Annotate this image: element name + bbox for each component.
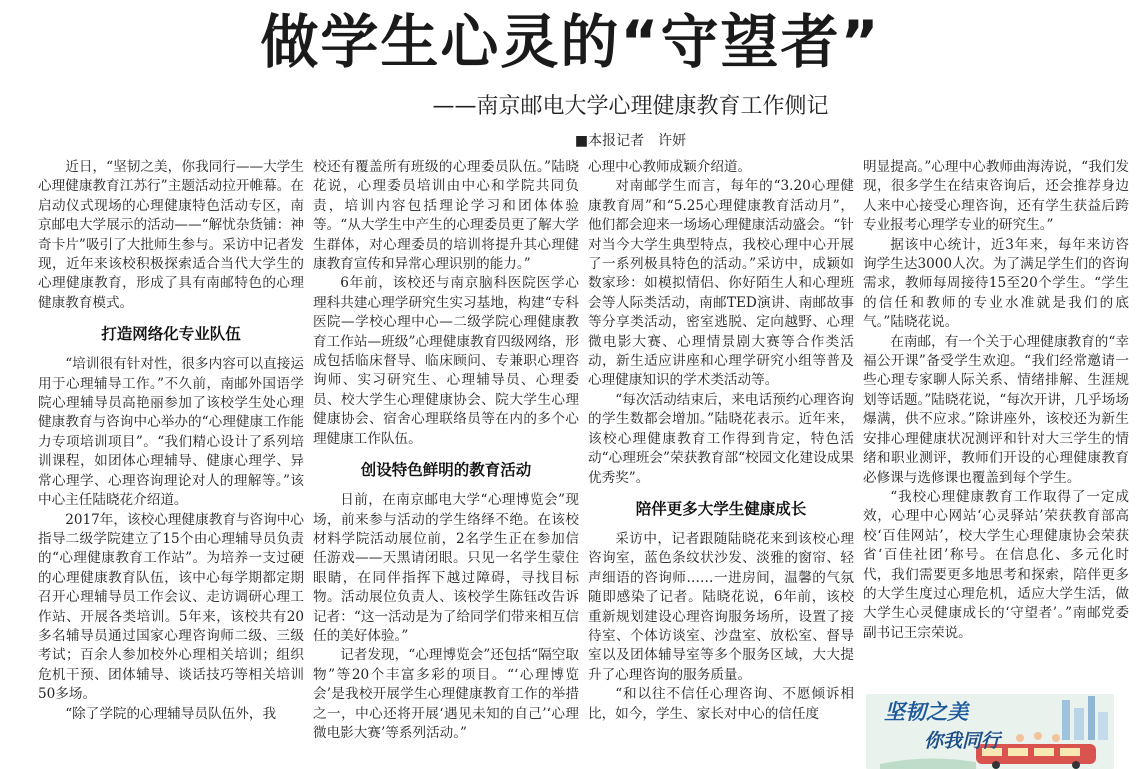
article-paragraph: 对南邮学生而言，每年的“3.20心理健康教育周”和“5.25心理健康教育活动月”，他们都会迎来一场场心理健康活动盛会。“针对当今大学生典型特点，我校心理中心开展了一系列极具特色的活动。”采访中，成颖如数家珍：如模拟情侣、你好陌生人和心理班会等人际类活动，南邮TED演讲、南邮故事等分享类活动，密室逃脱、定向越野、心理微电影大赛、心理情景剧大赛等合作类活动，新生适应讲座和心理学研究小组等普及心理健康知识的学术类活动等。 (588, 178, 854, 389)
article-paragraph: 心理中心教师成颖介绍道。 (588, 159, 752, 175)
article-paragraph: 明显提高。”心理中心教师曲海涛说，“我们发现，很多学生在结束咨询后，还会推荐身边人来中心接受心理咨询，还有学生获益后跨专业报考心理学专业的研究生。” (863, 159, 1129, 234)
article-column-3 (588, 158, 854, 769)
campaign-badge (866, 694, 1114, 769)
article-paragraph: 据该中心统计，近3年来，每年来访咨询学生达3000人次。为了满足学生们的咨询需求，教师每周接待15至20个学生。“学生的信任和教师的专业水准就是我们的底气。”陆晓花说。 (863, 236, 1129, 331)
headline: 做学生心灵的“守望者” (260, 8, 881, 76)
article-paragraph: 6年前，该校还与南京脑科医院医学心理科共建心理学研究生实习基地，构建“专科医院—学校心理中心—二级学院心理健康教育工作站—班级”心理健康教育四级网络，形成包括临床督导、临床顾问、专兼职心理咨询师、实习研究生、心理辅导员、心理委员、校大学生心理健康协会、院大学生心理健康协会、宿舍心理联络员等在内的多个心理健康工作队伍。 (313, 275, 579, 447)
article-paragraph: 在南邮，有一个关于心理健康教育的“幸福公开课”备受学生欢迎。“我们经常邀请一些心理专家聊人际关系、情绪排解、生涯规划等话题。”陆晓花说，“每次开讲，几乎场场爆满，供不应求。”除讲座外，该校还为新生安排心理健康状况测评和针对大三学生的情绪和职业测评，教师们开设的心理健康教育必修课与选修课也覆盖到每个学生。 (863, 333, 1129, 486)
article-column-4 (863, 158, 1129, 678)
section-heading: 陪伴更多大学生健康成长 (635, 499, 807, 518)
article-paragraph: 近日，“坚韧之美，你我同行——大学生心理健康教育江苏行”主题活动拉开帷幕。在启动仪式现场的心理健康特色活动专区，南京邮电大学展示的活动——“解忧杂货铺：神奇卡片”吸引了大批师生参与。采访中记者发现，近年来该校积极探索适合当代大学生的心理健康教育，形成了具有南邮特色的心理健康教育模式。 (38, 159, 304, 311)
article-paragraph: “我校心理健康教育工作取得了一定成效，心理中心网站‘心灵驿站’荣获教育部高校‘百佳网站’，校大学生心理健康协会荣获省‘百佳社团’称号。在信息化、多元化时代，我们需要更多地思考和探索，陪伴更多的大学生度过心理危机，适应大学生活，做大学生心灵健康成长的‘守望者’。”南邮党委副书记王宗荣说。 (863, 488, 1129, 641)
article-column-1 (38, 158, 304, 769)
section-heading: 创设特色鲜明的教育活动 (360, 461, 532, 480)
badge-line-1: 坚韧之美 (884, 699, 968, 724)
article-paragraph: 日前，在南京邮电大学“心理博览会”现场，前来参与活动的学生络绎不绝。在该校材料学院活动展位前，2名学生正在参加信任游戏——天黑请闭眼。只见一名学生蒙住眼睛，在同伴指挥下越过障碍，寻找目标物。活动展位负责人、该校学生陈钰改告诉记者：“这一活动是为了给同学们带来相互信任的美好体验。” (313, 492, 579, 644)
byline: ■本报记者 许妍 (574, 133, 687, 149)
article-paragraph: “除了学院的心理辅导员队伍外，我 (65, 705, 277, 722)
article-paragraph: 2017年，该校心理健康教育与咨询中心指导二级学院建立了15个由心理辅导员负责的“心理健康教育工作站”。为培养一支过硬的心理健康教育队伍，该中心每学期都定期召开心理辅导员工作会议、走访调研心理工作站、开展各类培训。5年来，该校共有20多名辅导员通过国家心理咨询师二级、三级考试；百余人参加校外心理相关培训；组织危机干预、团体辅导、谈话技巧等相关培训50多场。 (38, 511, 304, 703)
article-paragraph: 采访中，记者跟随陆晓花来到该校心理咨询室，蓝色条纹状沙发、淡雅的窗帘、轻声细语的咨询师……一进房间，温馨的气氛随即感染了记者。陆晓花说，6年前，该校重新规划建设心理咨询服务场所，设置了接待室、个体访谈室、沙盘室、放松室、督导室以及团体辅导室等多个服务区域，大大提升了心理咨询的服务质量。 (588, 530, 854, 683)
subheadline: ——南京邮电大学心理健康教育工作侧记 (432, 94, 829, 119)
article-paragraph: “每次活动结束后，来电话预约心理咨询的学生数都会增加。”陆晓花表示。近年来，该校心理健康教育工作得到肯定，特色活动“心理班会”荣获教育部“校园文化建设成果优秀奖”。 (588, 391, 854, 486)
badge-line-2: 你我同行 (924, 730, 1001, 752)
section-heading: 打造网络化专业队伍 (101, 325, 241, 344)
article-paragraph: “和以往不信任心理咨询、不愿倾诉相比，如今，学生、家长对中心的信任度 (588, 686, 854, 722)
article-paragraph: 记者发现，“心理博览会”还包括“隔空取物”等20个丰富多彩的项目。“‘心理博览会’是我校开展学生心理健康教育工作的举措之一，中心还将开展‘遇见未知的自己’‘心理微电影大赛’等系列活动。” (313, 647, 579, 741)
article-column-2 (313, 158, 579, 769)
article-paragraph: 校还有覆盖所有班级的心理委员队伍。”陆晓花说，心理委员培训由中心和学院共同负责，培训内容包括理论学习和团体体验等。“从大学生中产生的心理委员更了解大学生群体，对心理委员的培训将提升其心理健康教育宣传和异常心理识别的能力。” (313, 159, 579, 273)
article-paragraph: “培训很有针对性，很多内容可以直接运用于心理辅导工作。”不久前，南邮外国语学院心理辅导员高艳丽参加了该校学生处心理健康教育与咨询中心举办的“心理健康工作能力专项培训项目”。“我们精心设计了系列培训课程，如团体心理辅导、健康心理学、异常心理学、心理咨询理论对人的理解等。”该中心主任陆晓花介绍道。 (38, 356, 304, 509)
